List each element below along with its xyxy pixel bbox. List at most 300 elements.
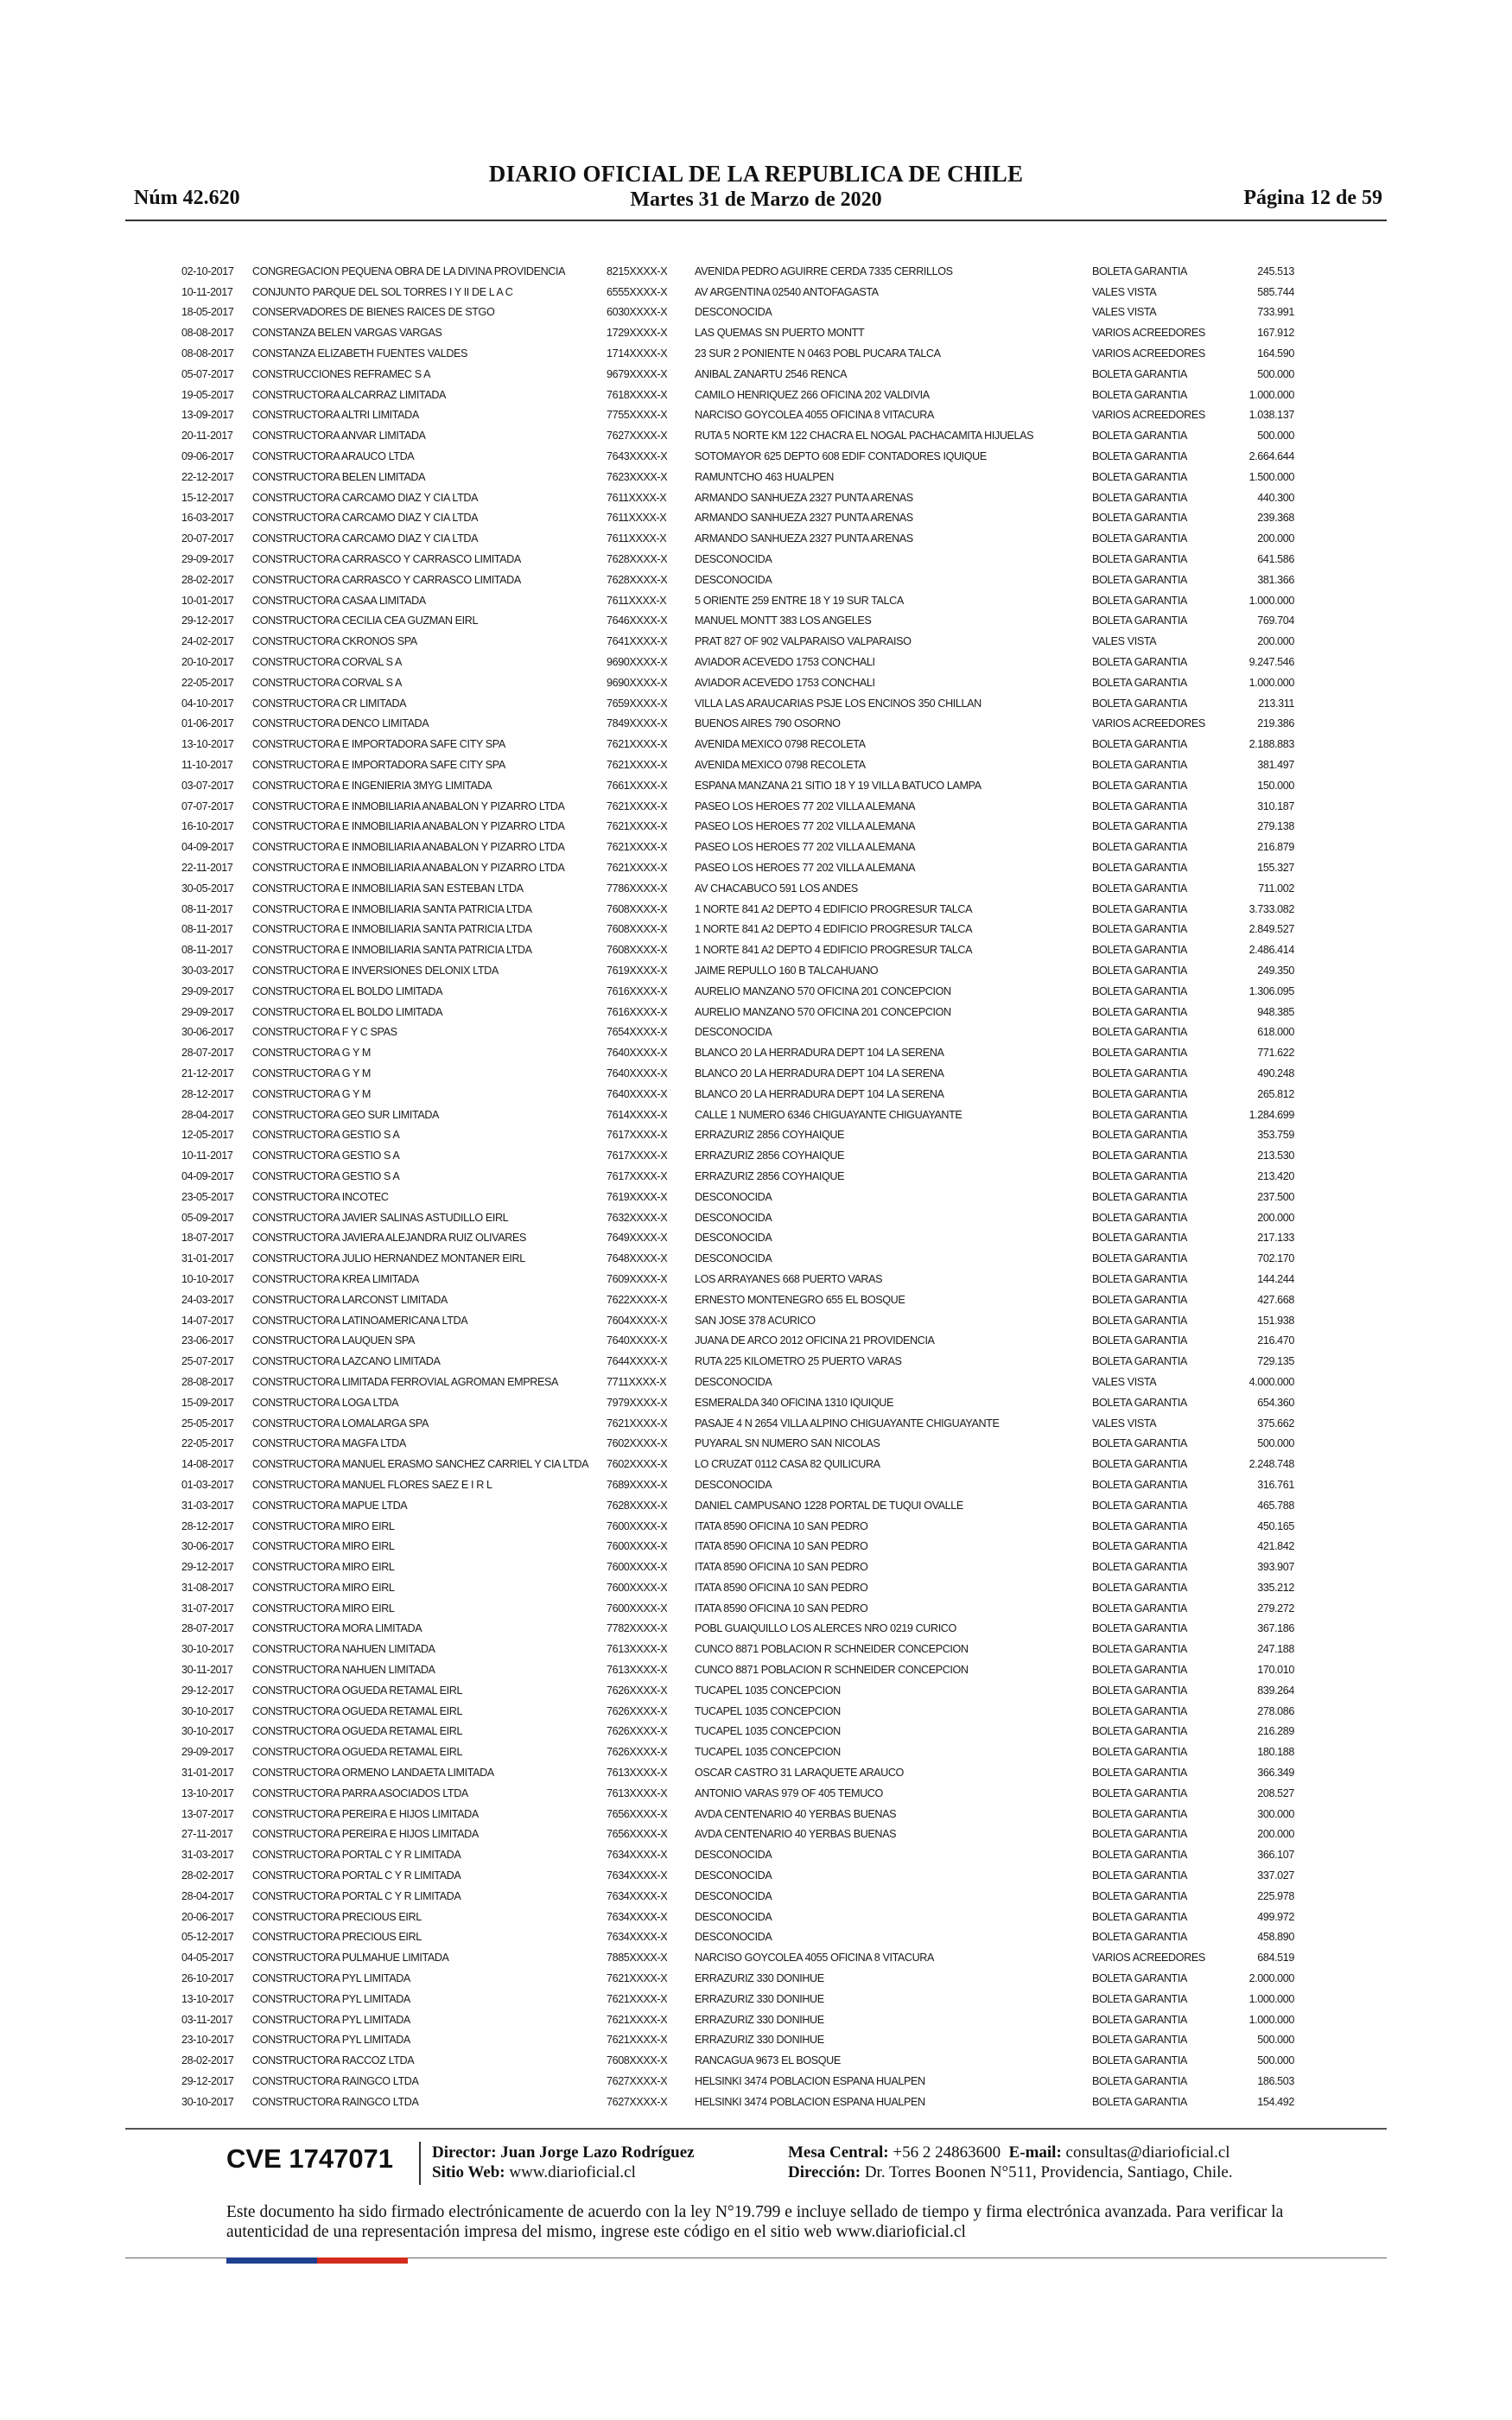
row-type: BOLETA GARANTIA [1092, 512, 1187, 525]
row-date: 18-07-2017 [181, 1232, 234, 1245]
row-type: BOLETA GARANTIA [1092, 1499, 1187, 1512]
row-type: BOLETA GARANTIA [1092, 1622, 1187, 1635]
row-name: CONSTRUCTORA MAPUE LTDA [252, 1499, 408, 1512]
row-name: CONGREGACION PEQUENA OBRA DE LA DIVINA PROVIDENCIA [252, 264, 566, 277]
row-amount: 249.350 [1257, 964, 1294, 977]
row-amount: 200.000 [1257, 532, 1294, 545]
row-address: LOS ARRAYANES 668 PUERTO VARAS [695, 1272, 883, 1285]
row-rut: 7755XXXX-X [607, 409, 668, 422]
row-rut: 7648XXXX-X [607, 1252, 668, 1265]
table-row [181, 1187, 1294, 1207]
row-type: BOLETA GARANTIA [1092, 902, 1187, 915]
row-amount: 440.300 [1257, 491, 1294, 504]
row-amount: 167.912 [1257, 327, 1294, 340]
row-address: TUCAPEL 1035 CONCEPCION [695, 1725, 841, 1738]
row-address: 1 NORTE 841 A2 DEPTO 4 EDIFICIO PROGRESUR TALCA [695, 923, 973, 936]
row-type: VARIOS ACREEDORES [1092, 327, 1205, 340]
row-rut: 7786XXXX-X [607, 882, 668, 895]
row-type: BOLETA GARANTIA [1092, 2095, 1187, 2108]
records-table-body [181, 261, 1294, 2112]
row-date: 09-06-2017 [181, 450, 234, 463]
row-amount: 300.000 [1257, 1807, 1294, 1820]
row-address: DESCONOCIDA [695, 573, 772, 586]
table-row [181, 2092, 1294, 2112]
email-link[interactable]: consultas@diarioficial.cl [1065, 2143, 1230, 2162]
row-rut: 7711XXXX-X [607, 1375, 667, 1388]
row-name: CONSTRUCTORA NAHUEN LIMITADA [252, 1664, 435, 1677]
row-date: 30-06-2017 [181, 1026, 234, 1039]
row-address: PASEO LOS HEROES 77 202 VILLA ALEMANA [695, 820, 916, 833]
row-rut: 7646XXXX-X [607, 615, 668, 627]
row-rut: 7602XXXX-X [607, 1437, 668, 1450]
table-row [181, 857, 1294, 878]
table-row [181, 734, 1294, 755]
row-type: BOLETA GARANTIA [1092, 1211, 1187, 1224]
table-row [181, 1783, 1294, 1804]
row-rut: 7640XXXX-X [607, 1087, 668, 1100]
row-address: PASEO LOS HEROES 77 202 VILLA ALEMANA [695, 799, 916, 812]
row-name: CONSTRUCTORA PORTAL C Y R LIMITADA [252, 1869, 461, 1882]
table-row [181, 343, 1294, 364]
row-amount: 200.000 [1257, 1211, 1294, 1224]
row-rut: 7634XXXX-X [607, 1931, 668, 1944]
row-address: AVIADOR ACEVEDO 1753 CONCHALI [695, 656, 875, 669]
row-date: 08-11-2017 [181, 944, 233, 957]
row-rut: 7656XXXX-X [607, 1807, 668, 1820]
table-row [181, 1474, 1294, 1495]
row-name: CONSTRUCTORA JAVIERA ALEJANDRA RUIZ OLIVARES [252, 1232, 526, 1245]
row-amount: 458.890 [1257, 1931, 1294, 1944]
row-type: BOLETA GARANTIA [1092, 1643, 1187, 1656]
row-amount: 150.000 [1257, 779, 1294, 792]
row-address: PASEO LOS HEROES 77 202 VILLA ALEMANA [695, 841, 916, 854]
row-type: BOLETA GARANTIA [1092, 1458, 1187, 1471]
row-rut: 7617XXXX-X [607, 1169, 668, 1182]
row-amount: 170.010 [1257, 1664, 1294, 1677]
table-row [181, 1907, 1294, 1927]
row-rut: 7627XXXX-X [607, 2095, 668, 2108]
row-date: 22-12-2017 [181, 470, 234, 483]
row-date: 14-08-2017 [181, 1458, 234, 1471]
row-type: BOLETA GARANTIA [1092, 1889, 1187, 1902]
row-date: 13-09-2017 [181, 409, 234, 422]
row-type: BOLETA GARANTIA [1092, 1047, 1187, 1060]
row-date: 03-11-2017 [181, 2013, 233, 2026]
row-amount: 366.107 [1257, 1849, 1294, 1862]
row-date: 30-10-2017 [181, 1725, 234, 1738]
row-type: BOLETA GARANTIA [1092, 1704, 1187, 1717]
contact-block [788, 2143, 1233, 2182]
row-type: BOLETA GARANTIA [1092, 1581, 1187, 1594]
row-rut: 7849XXXX-X [607, 717, 668, 730]
row-name: CONSTRUCTORA LOGA LTDA [252, 1396, 399, 1409]
row-type: VALES VISTA [1092, 306, 1157, 319]
row-amount: 500.000 [1257, 2054, 1294, 2067]
row-date: 08-08-2017 [181, 327, 234, 340]
row-type: BOLETA GARANTIA [1092, 1725, 1187, 1738]
director-block [432, 2143, 695, 2182]
row-amount: 1.500.000 [1248, 470, 1294, 483]
row-amount: 265.812 [1257, 1087, 1294, 1100]
row-amount: 381.497 [1257, 759, 1294, 772]
table-row [181, 1865, 1294, 1886]
row-amount: 316.761 [1257, 1478, 1294, 1491]
row-date: 21-12-2017 [181, 1067, 234, 1079]
row-name: CONSTRUCTORA PEREIRA E HIJOS LIMITADA [252, 1828, 479, 1841]
flag-stripe [226, 2258, 408, 2264]
row-address: TUCAPEL 1035 CONCEPCION [695, 1746, 841, 1759]
director-label: Director: [432, 2143, 497, 2162]
row-amount: 239.368 [1257, 512, 1294, 525]
row-amount: 164.590 [1257, 347, 1294, 360]
row-date: 14-07-2017 [181, 1314, 234, 1327]
row-type: BOLETA GARANTIA [1092, 738, 1187, 751]
table-row [181, 508, 1294, 529]
row-name: CONSTRUCTORA CARCAMO DIAZ Y CIA LTDA [252, 512, 479, 525]
row-name: CONSTRUCTORA PEREIRA E HIJOS LIMITADA [252, 1807, 479, 1820]
row-rut: 7979XXXX-X [607, 1396, 668, 1409]
row-address: PASEO LOS HEROES 77 202 VILLA ALEMANA [695, 862, 916, 874]
row-amount: 225.978 [1257, 1889, 1294, 1902]
row-rut: 7644XXXX-X [607, 1355, 668, 1368]
row-address: CUNCO 8871 POBLACION R SCHNEIDER CONCEPCION [695, 1664, 969, 1677]
row-name: CONSTRUCTORA GESTIO S A [252, 1129, 400, 1142]
row-name: CONSTRUCTORA E INMOBILIARIA ANABALON Y PIZARRO LTDA [252, 862, 565, 874]
row-amount: 180.188 [1257, 1746, 1294, 1759]
row-type: BOLETA GARANTIA [1092, 1602, 1187, 1614]
row-name: CONSTRUCTORA PULMAHUE LIMITADA [252, 1952, 449, 1965]
row-name: CONSTRUCTORA G Y M [252, 1047, 371, 1060]
row-type: BOLETA GARANTIA [1092, 1272, 1187, 1285]
row-date: 27-11-2017 [181, 1828, 233, 1841]
row-date: 29-12-2017 [181, 1561, 234, 1574]
row-date: 28-02-2017 [181, 1869, 234, 1882]
row-type: BOLETA GARANTIA [1092, 264, 1187, 277]
row-address: VILLA LAS ARAUCARIAS PSJE LOS ENCINOS 350 CHILLAN [695, 697, 982, 710]
row-rut: 7617XXXX-X [607, 1150, 668, 1162]
row-name: CONSTRUCTORA PYL LIMITADA [252, 2034, 410, 2047]
row-date: 13-07-2017 [181, 1807, 234, 1820]
row-address: DESCONOCIDA [695, 1849, 772, 1862]
table-row [181, 817, 1294, 837]
row-name: CONSTRUCTORA RAINGCO LTDA [252, 2095, 419, 2108]
row-rut: 6030XXXX-X [607, 306, 668, 319]
header-divider [125, 220, 1387, 221]
row-rut: 7608XXXX-X [607, 944, 668, 957]
row-date: 29-09-2017 [181, 553, 234, 566]
row-amount: 684.519 [1257, 1952, 1294, 1965]
row-rut: 7640XXXX-X [607, 1047, 668, 1060]
row-address: ERRAZURIZ 330 DONIHUE [695, 2013, 824, 2026]
row-address: DESCONOCIDA [695, 1190, 772, 1203]
row-address: ERRAZURIZ 330 DONIHUE [695, 2034, 824, 2047]
row-name: CONSERVADORES DE BIENES RAICES DE STGO [252, 306, 495, 319]
row-type: BOLETA GARANTIA [1092, 944, 1187, 957]
row-address: 23 SUR 2 PONIENTE N 0463 POBL PUCARA TALCA [695, 347, 941, 360]
table-row [181, 1927, 1294, 1948]
row-address: BUENOS AIRES 790 OSORNO [695, 717, 841, 730]
row-address: BLANCO 20 LA HERRADURA DEPT 104 LA SERENA [695, 1067, 944, 1079]
row-address: ERRAZURIZ 330 DONIHUE [695, 1972, 824, 1985]
row-name: CONSTRUCTORA BELEN LIMITADA [252, 470, 426, 483]
row-address: DESCONOCIDA [695, 1232, 772, 1245]
row-amount: 216.289 [1257, 1725, 1294, 1738]
row-type: BOLETA GARANTIA [1092, 1005, 1187, 1018]
footer-separator [419, 2142, 421, 2185]
row-type: BOLETA GARANTIA [1092, 388, 1187, 401]
row-amount: 450.165 [1257, 1519, 1294, 1532]
table-row [181, 1947, 1294, 1968]
row-type: VALES VISTA [1092, 635, 1157, 648]
row-address: RUTA 225 KILOMETRO 25 PUERTO VARAS [695, 1355, 902, 1368]
row-name: CONSTRUCTORA E INMOBILIARIA SAN ESTEBAN LTDA [252, 882, 524, 895]
row-address: ITATA 8590 OFICINA 10 SAN PEDRO [695, 1540, 868, 1553]
row-rut: 7617XXXX-X [607, 1129, 668, 1142]
row-date: 25-07-2017 [181, 1355, 234, 1368]
row-name: CONSTRUCTORA MIRO EIRL [252, 1540, 395, 1553]
row-date: 05-12-2017 [181, 1931, 234, 1944]
table-row [181, 487, 1294, 508]
row-rut: 7600XXXX-X [607, 1581, 668, 1594]
row-amount: 465.788 [1257, 1499, 1294, 1512]
row-amount: 500.000 [1257, 367, 1294, 380]
row-rut: 7611XXXX-X [607, 512, 667, 525]
row-rut: 7614XXXX-X [607, 1108, 668, 1121]
row-date: 29-12-2017 [181, 615, 234, 627]
row-address: 1 NORTE 841 A2 DEPTO 4 EDIFICIO PROGRESUR TALCA [695, 944, 973, 957]
row-amount: 213.530 [1257, 1150, 1294, 1162]
table-row [181, 364, 1294, 385]
row-rut: 7621XXXX-X [607, 1972, 668, 1985]
row-name: CONSTRUCTORA PYL LIMITADA [252, 2013, 410, 2026]
row-address: DESCONOCIDA [695, 1211, 772, 1224]
row-address: CAMILO HENRIQUEZ 266 OFICINA 202 VALDIVIA [695, 388, 930, 401]
row-type: BOLETA GARANTIA [1092, 1786, 1187, 1799]
row-amount: 245.513 [1257, 264, 1294, 277]
legal-notice: Este documento ha sido firmado electrónicamente de acuerdo con la ley N°19.799 e incluye sellado de tiempo y firma electrónica avanzada. Para verificar la autenticidad de una representación impresa del mismo, ingrese este código en el sitio web www.diarioficial.cl [226, 2203, 1284, 2241]
table-row [181, 302, 1294, 323]
row-rut: 7621XXXX-X [607, 738, 668, 751]
row-date: 29-12-2017 [181, 2075, 234, 2088]
row-name: CONSTRUCTORA ANVAR LIMITADA [252, 430, 426, 443]
row-rut: 7621XXXX-X [607, 841, 668, 854]
row-address: AVDA CENTENARIO 40 YERBAS BUENAS [695, 1807, 897, 1820]
row-type: BOLETA GARANTIA [1092, 1540, 1187, 1553]
row-amount: 3.733.082 [1248, 902, 1294, 915]
row-amount: 618.000 [1257, 1026, 1294, 1039]
row-date: 20-10-2017 [181, 656, 234, 669]
row-amount: 217.133 [1257, 1232, 1294, 1245]
row-type: BOLETA GARANTIA [1092, 470, 1187, 483]
row-type: BOLETA GARANTIA [1092, 1767, 1187, 1780]
row-amount: 1.306.095 [1248, 984, 1294, 997]
row-rut: 7621XXXX-X [607, 1417, 668, 1430]
table-row [181, 796, 1294, 817]
row-amount: 2.486.414 [1248, 944, 1294, 957]
row-type: BOLETA GARANTIA [1092, 367, 1187, 380]
row-address: RAMUNTCHO 463 HUALPEN [695, 470, 834, 483]
table-row [181, 405, 1294, 426]
table-row [181, 981, 1294, 1002]
row-amount: 278.086 [1257, 1704, 1294, 1717]
row-type: VARIOS ACREEDORES [1092, 1952, 1205, 1965]
row-address: BLANCO 20 LA HERRADURA DEPT 104 LA SERENA [695, 1047, 944, 1060]
row-amount: 771.622 [1257, 1047, 1294, 1060]
row-address: DANIEL CAMPUSANO 1228 PORTAL DE TUQUI OVALLE [695, 1499, 963, 1512]
table-row [181, 1063, 1294, 1084]
row-type: BOLETA GARANTIA [1092, 759, 1187, 772]
row-type: BOLETA GARANTIA [1092, 1396, 1187, 1409]
row-date: 20-07-2017 [181, 532, 234, 545]
row-name: CONSTRUCTORA INCOTEC [252, 1190, 389, 1203]
row-date: 30-10-2017 [181, 1643, 234, 1656]
row-rut: 9679XXXX-X [607, 367, 668, 380]
row-rut: 7602XXXX-X [607, 1458, 668, 1471]
table-row [181, 1619, 1294, 1640]
row-name: CONSTRUCTORA E IMPORTADORA SAFE CITY SPA [252, 759, 505, 772]
table-row [181, 1762, 1294, 1783]
row-name: CONSTRUCTORA MIRO EIRL [252, 1602, 395, 1614]
row-type: BOLETA GARANTIA [1092, 656, 1187, 669]
table-row [181, 939, 1294, 960]
row-address: ITATA 8590 OFICINA 10 SAN PEDRO [695, 1581, 868, 1594]
row-amount: 208.527 [1257, 1786, 1294, 1799]
row-date: 08-11-2017 [181, 902, 233, 915]
row-address: ANIBAL ZANARTU 2546 RENCA [695, 367, 848, 380]
table-row [181, 528, 1294, 549]
flag-red-stripe [317, 2258, 408, 2264]
table-row [181, 385, 1294, 405]
row-address: AVENIDA MEXICO 0798 RECOLETA [695, 759, 866, 772]
row-amount: 213.420 [1257, 1169, 1294, 1182]
table-row [181, 2030, 1294, 2051]
row-address: MANUEL MONTT 383 LOS ANGELES [695, 615, 872, 627]
mesa-phone: +56 2 24863600 [893, 2143, 1001, 2162]
page-header [0, 156, 1512, 225]
row-address: ERRAZURIZ 2856 COYHAIQUE [695, 1169, 845, 1182]
row-address: HELSINKI 3474 POBLACION ESPANA HUALPEN [695, 2095, 925, 2108]
row-type: BOLETA GARANTIA [1092, 882, 1187, 895]
table-row [181, 714, 1294, 735]
row-amount: 729.135 [1257, 1355, 1294, 1368]
row-rut: 7600XXXX-X [607, 1602, 668, 1614]
row-rut: 7623XXXX-X [607, 470, 668, 483]
row-name: CONSTRUCTORA KREA LIMITADA [252, 1272, 419, 1285]
row-address: AV CHACABUCO 591 LOS ANDES [695, 882, 858, 895]
row-amount: 654.360 [1257, 1396, 1294, 1409]
row-address: ARMANDO SANHUEZA 2327 PUNTA ARENAS [695, 532, 913, 545]
row-type: VALES VISTA [1092, 1417, 1157, 1430]
row-rut: 7600XXXX-X [607, 1540, 668, 1553]
table-row [181, 1022, 1294, 1042]
row-name: CONSTRUCTORA CARCAMO DIAZ Y CIA LTDA [252, 491, 479, 504]
row-address: 1 NORTE 841 A2 DEPTO 4 EDIFICIO PROGRESUR TALCA [695, 902, 973, 915]
row-name: CONSTRUCTORA LOMALARGA SPA [252, 1417, 429, 1430]
row-address: DESCONOCIDA [695, 1889, 772, 1902]
records-table [181, 261, 1294, 2112]
row-date: 13-10-2017 [181, 1992, 234, 2005]
table-row [181, 1577, 1294, 1598]
row-address: ESPANA MANZANA 21 SITIO 18 Y 19 VILLA BATUCO LAMPA [695, 779, 982, 792]
table-row [181, 1145, 1294, 1166]
row-amount: 310.187 [1257, 799, 1294, 812]
row-address: NARCISO GOYCOLEA 4055 OFICINA 8 VITACURA [695, 1952, 935, 1965]
row-address: AVDA CENTENARIO 40 YERBAS BUENAS [695, 1828, 897, 1841]
row-name: CONSTRUCTORA E INMOBILIARIA SANTA PATRICIA LTDA [252, 923, 532, 936]
row-date: 02-10-2017 [181, 264, 234, 277]
row-rut: 7641XXXX-X [607, 635, 668, 648]
row-type: BOLETA GARANTIA [1092, 1355, 1187, 1368]
row-amount: 2.664.644 [1248, 450, 1294, 463]
row-date: 31-07-2017 [181, 1602, 234, 1614]
row-amount: 2.849.527 [1248, 923, 1294, 936]
row-address: ERNESTO MONTENEGRO 655 EL BOSQUE [695, 1293, 905, 1306]
row-name: CONSTRUCTORA E INMOBILIARIA ANABALON Y PIZARRO LTDA [252, 799, 565, 812]
row-date: 15-09-2017 [181, 1396, 234, 1409]
row-address: PRAT 827 OF 902 VALPARAISO VALPARAISO [695, 635, 912, 648]
row-name: CONJUNTO PARQUE DEL SOL TORRES I Y II DE L A C [252, 285, 513, 298]
table-row [181, 1454, 1294, 1474]
row-address: AURELIO MANZANO 570 OFICINA 201 CONCEPCION [695, 1005, 951, 1018]
row-amount: 393.907 [1257, 1561, 1294, 1574]
row-date: 28-12-2017 [181, 1519, 234, 1532]
row-rut: 7608XXXX-X [607, 2054, 668, 2067]
row-date: 08-08-2017 [181, 347, 234, 360]
row-amount: 1.038.137 [1248, 409, 1294, 422]
row-date: 23-05-2017 [181, 1190, 234, 1203]
row-type: VARIOS ACREEDORES [1092, 347, 1205, 360]
row-address: JAIME REPULLO 160 B TALCAHUANO [695, 964, 879, 977]
row-date: 23-10-2017 [181, 2034, 234, 2047]
row-amount: 353.759 [1257, 1129, 1294, 1142]
row-name: CONSTRUCTORA MANUEL ERASMO SANCHEZ CARRIEL Y CIA LTDA [252, 1458, 589, 1471]
row-date: 30-10-2017 [181, 2095, 234, 2108]
site-link[interactable]: www.diarioficial.cl [509, 2163, 636, 2181]
table-row [181, 549, 1294, 570]
row-name: CONSTRUCCIONES REFRAMEC S A [252, 367, 431, 380]
row-rut: 7782XXXX-X [607, 1622, 668, 1635]
row-name: CONSTRUCTORA ALCARRAZ LIMITADA [252, 388, 447, 401]
row-name: CONSTRUCTORA OGUEDA RETAMAL EIRL [252, 1746, 463, 1759]
row-amount: 585.744 [1257, 285, 1294, 298]
row-type: BOLETA GARANTIA [1092, 1252, 1187, 1265]
row-rut: 7661XXXX-X [607, 779, 668, 792]
row-address: POBL GUAIQUILLO LOS ALERCES NRO 0219 CURICO [695, 1622, 956, 1635]
row-address: SAN JOSE 378 ACURICO [695, 1314, 816, 1327]
row-type: BOLETA GARANTIA [1092, 553, 1187, 566]
row-date: 24-03-2017 [181, 1293, 234, 1306]
row-name: CONSTRUCTORA E INGENIERIA 3MYG LIMITADA [252, 779, 492, 792]
row-rut: 9690XXXX-X [607, 656, 668, 669]
row-address: AVENIDA PEDRO AGUIRRE CERDA 7335 CERRILLOS [695, 264, 953, 277]
publication-date: Martes 31 de Marzo de 2020 [630, 188, 882, 211]
row-name: CONSTANZA BELEN VARGAS VARGAS [252, 327, 442, 340]
row-amount: 499.972 [1257, 1910, 1294, 1923]
table-row [181, 425, 1294, 446]
row-address: PASAJE 4 N 2654 VILLA ALPINO CHIGUAYANTE CHIGUAYANTE [695, 1417, 1000, 1430]
row-rut: 7634XXXX-X [607, 1849, 668, 1862]
row-amount: 711.002 [1258, 882, 1294, 895]
table-row [181, 1124, 1294, 1145]
table-row [181, 755, 1294, 775]
row-amount: 216.470 [1257, 1334, 1294, 1347]
table-row [181, 1536, 1294, 1557]
row-date: 20-06-2017 [181, 1910, 234, 1923]
row-address: CALLE 1 NUMERO 6346 CHIGUAYANTE CHIGUAYANTE [695, 1108, 962, 1121]
table-row [181, 1844, 1294, 1865]
row-amount: 1.000.000 [1248, 676, 1294, 689]
row-name: CONSTRUCTORA RACCOZ LTDA [252, 2054, 415, 2067]
